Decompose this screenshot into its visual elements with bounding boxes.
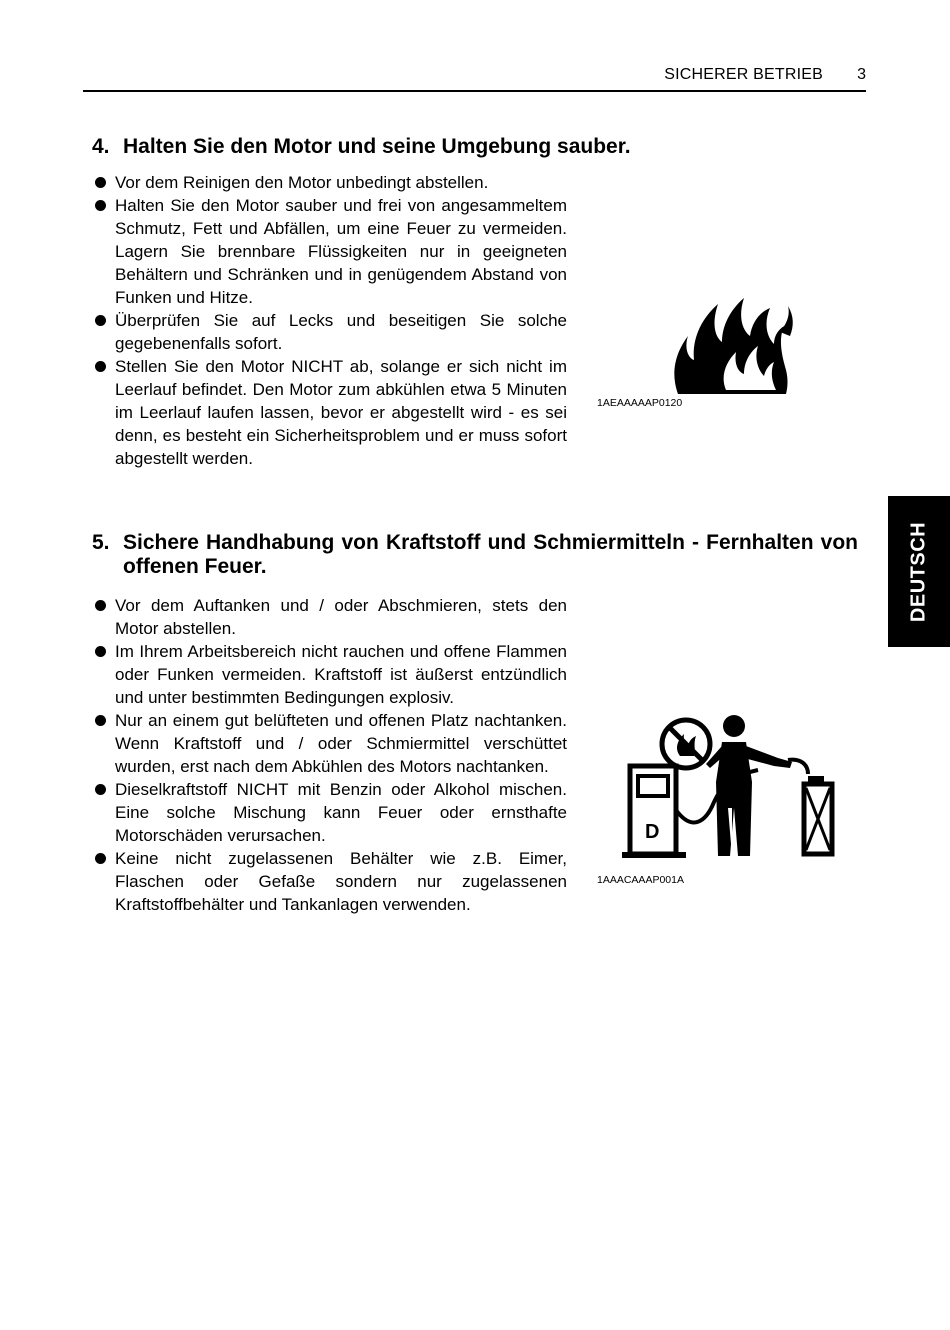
refueling-no-fire-icon	[618, 712, 838, 860]
pump-label: D	[645, 821, 660, 843]
language-tab-label: DEUTSCH	[907, 521, 930, 622]
section-4-number: 4.	[92, 135, 110, 158]
section-4-bullet-list	[95, 171, 567, 470]
list-item: Überprüfen Sie auf Lecks und beseitigen Sie solche gegebenenfalls sofort.	[95, 309, 567, 355]
page-header	[83, 64, 866, 92]
list-item: Nur an einem gut belüfteten und offenen Platz nachtanken. Wenn Kraftstoff und / oder Schmiermittel verschüttet wurden, erst nach dem Abkühlen des Motors nachtanken.	[95, 709, 567, 778]
flame-icon	[660, 292, 800, 402]
list-item: Halten Sie den Motor sauber und frei von angesammeltem Schmutz, Fett und Abfällen, um eine Feuer zu vermeiden. Lagern Sie brennbare Flüssigkeiten nur in geeigneten Behältern und Schränken und in genügendem Abstand von Funken und Hitze.	[95, 194, 567, 309]
refueling-figure	[618, 712, 838, 860]
figure-caption: 1AAACAAAP001A	[597, 874, 684, 886]
list-item: Im Ihrem Arbeitsbereich nicht rauchen und offene Flammen oder Funken vermeiden. Kraftstoff ist äußerst entzündlich und unter bestimmten Bedingungen explosiv.	[95, 640, 567, 709]
figure-caption: 1AEAAAAAP0120	[597, 397, 683, 409]
list-item: Vor dem Reinigen den Motor unbedingt abstellen.	[95, 171, 567, 194]
fire-figure	[660, 292, 800, 402]
section-4-title: Halten Sie den Motor und seine Umgebung sauber.	[123, 135, 631, 158]
page-number: 3	[857, 66, 866, 83]
list-item: Keine nicht zugelassenen Behälter wie z.B. Eimer, Flaschen oder Gefaße sondern nur zugelassenen Kraftstoffbehälter und Tankanlagen verwenden.	[95, 847, 567, 916]
list-item: Stellen Sie den Motor NICHT ab, solange er sich nicht im Leerlauf befindet. Den Motor zum abkühlen etwa 5 Minuten im Leerlauf laufen lassen, bevor er abgestellt wird - es sei denn, es besteht ein Sicherheitsproblem und er muss sofort abgestellt werden.	[95, 355, 567, 470]
list-item: Dieselkraftstoff NICHT mit Benzin oder Alkohol mischen. Eine solche Mischung kann Feuer oder ernsthafte Motorschäden verursachen.	[95, 778, 567, 847]
language-tab	[888, 496, 950, 647]
section-5-title: Sichere Handhabung von Kraftstoff und Schmiermitteln - Fernhalten von offenen Feuer.	[123, 531, 858, 578]
section-5-number: 5.	[92, 531, 110, 554]
section-5-heading	[92, 531, 858, 579]
section-5-bullet-list	[95, 594, 567, 916]
list-item: Vor dem Auftanken und / oder Abschmieren, stets den Motor abstellen.	[95, 594, 567, 640]
section-title: SICHERER BETRIEB	[664, 66, 823, 83]
section-4-heading	[92, 135, 858, 159]
